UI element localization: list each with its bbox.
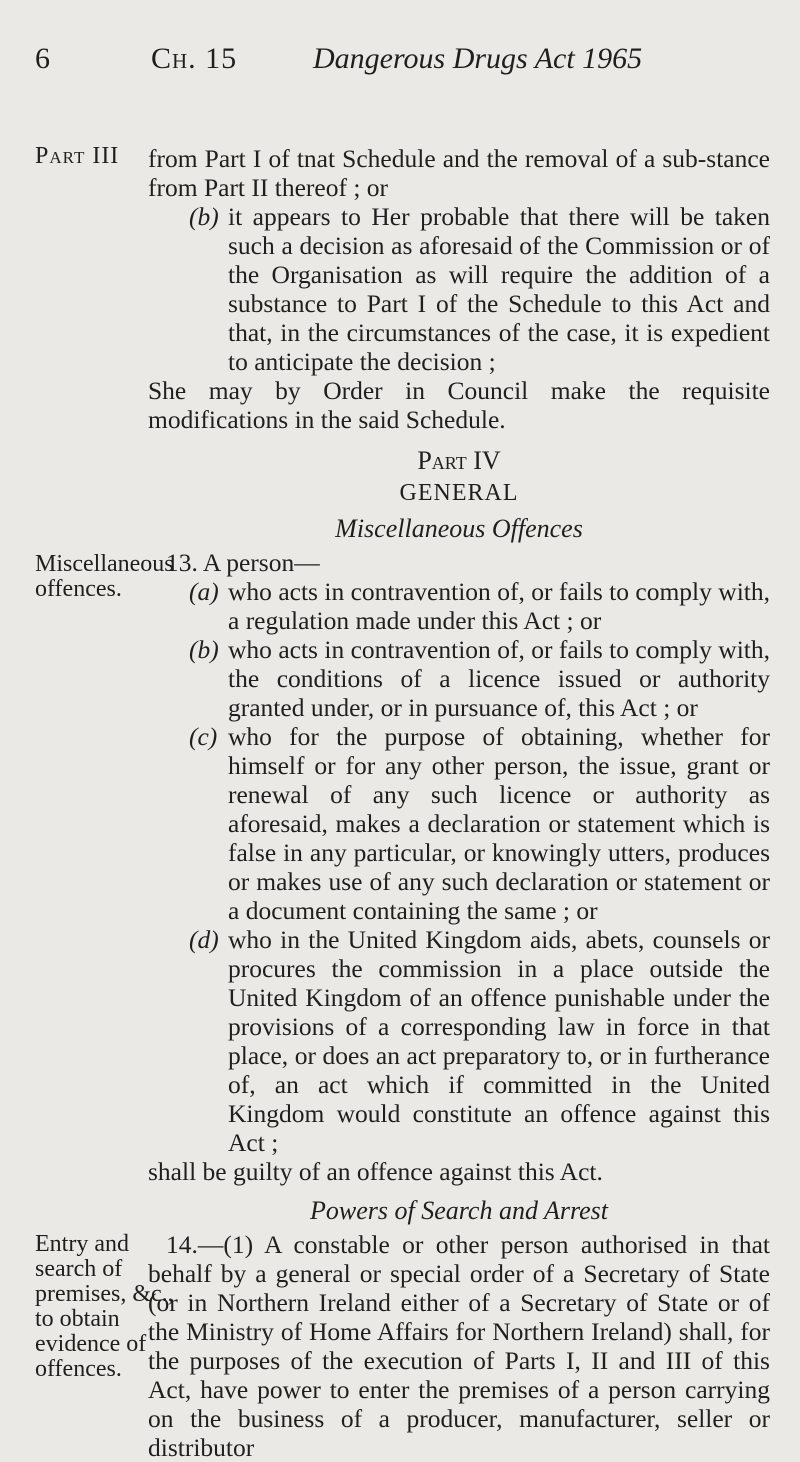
section-13-closing: shall be guilty of an offence against this Act. — [148, 1157, 603, 1186]
margin-note-line: offences. — [35, 1356, 122, 1382]
margin-note-line: to obtain — [35, 1306, 120, 1332]
misc-offences-subheading: Miscellaneous Offences — [335, 514, 583, 543]
continuation-block — [148, 144, 770, 434]
general-heading: GENERAL — [399, 480, 519, 506]
margin-note-line: premises, &c., — [35, 1281, 174, 1307]
chapter-label: Ch. 15 — [151, 42, 238, 75]
item-label: (b) — [189, 202, 219, 231]
act-title: Dangerous Drugs Act 1965 — [313, 42, 643, 75]
margin-note-line: offences. — [35, 576, 122, 602]
item-label: (d) — [189, 925, 219, 954]
section-13 — [148, 548, 770, 1186]
powers-subheading: Powers of Search and Arrest — [309, 1196, 609, 1225]
section-14 — [148, 1230, 770, 1462]
running-header — [0, 42, 800, 92]
section-13-item-d — [189, 925, 770, 1157]
section-14-text: 14.—(1) A constable or other person authorised in that behalf by a general or special order of a Secretary of State (or in Northern Ireland either of a Secretary of State or of the Ministry of Home Affairs for Northern Ireland) shall, for the purposes of the execution of Parts I, II and III of this Act, have power to enter the premises of a person carrying on the business of a producer, manufacturer, seller or distributor — [148, 1230, 770, 1462]
section-13-item-c — [189, 722, 770, 925]
continuation-text: from Part I of tnat Schedule and the removal of a sub-stance from Part II thereof ; or — [148, 144, 770, 202]
page-number: 6 — [35, 42, 50, 75]
margin-note-line: Miscellaneous — [35, 551, 174, 577]
order-in-council-text: She may by Order in Council make the requisite modifications in the said Schedule. — [148, 376, 770, 434]
section-13-intro: 13. A person— — [166, 548, 320, 577]
margin-note-line: search of — [35, 1256, 123, 1282]
item-label: (a) — [189, 577, 219, 606]
item-label: (b) — [189, 635, 219, 664]
item-label: (c) — [189, 722, 218, 751]
margin-note-line: evidence of — [35, 1331, 147, 1357]
margin-part-label: Part III — [35, 143, 120, 169]
item-text: who acts in contravention of, or fails to comply with, the conditions of a licence issued or authority granted under, or in pursuance of, this Act ; or — [228, 635, 770, 722]
part-iv-heading: Part IV — [417, 446, 501, 475]
section-13-item-a — [189, 577, 770, 635]
item-b-continued — [189, 202, 770, 376]
section-13-item-b — [189, 635, 770, 722]
item-text: who for the purpose of obtaining, whether for himself or for any other person, the issue, grant or renewal of any such licence or authority as aforesaid, makes a declaration or statement which is false in any particular, or knowingly utters, produces or makes use of any such declaration or statement or a document containing the same ; or — [228, 722, 770, 925]
margin-note-line: Entry and — [35, 1231, 129, 1257]
item-text: it appears to Her probable that there will be taken such a decision as aforesaid of the Commission or of the Organisation as will require the addition of a substance to Part I of the Schedule to this Act and that, in the circumstances of the case, it is expedient to anticipate the decision ; — [228, 202, 770, 376]
item-text: who in the United Kingdom aids, abets, counsels or procures the commission in a place outside the United Kingdom of an offence punishable under the provisions of a corresponding law in force in that place, or does an act preparatory to, or in furtherance of, an act which if committed in the United Kingdom would constitute an offence against this Act ; — [228, 925, 770, 1157]
item-text: who acts in contravention of, or fails to comply with, a regulation made under this Act ; or — [228, 577, 770, 635]
